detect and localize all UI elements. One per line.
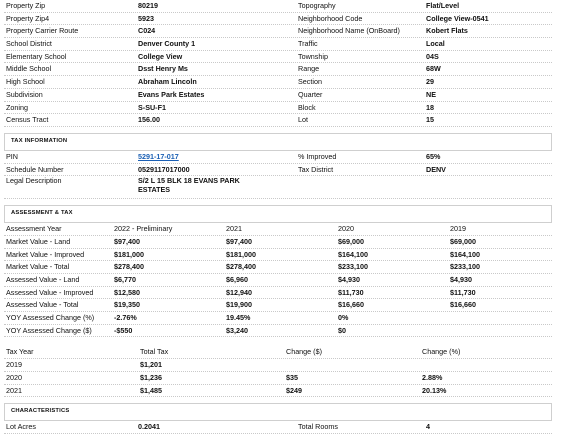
property-row <box>4 76 552 89</box>
tax-year-row-cell: $1,236 <box>140 372 162 382</box>
property-row <box>4 51 552 64</box>
property-label: Zoning <box>6 102 28 112</box>
property-value: 29 <box>426 77 434 87</box>
legal-value-line2: ESTATES <box>138 185 171 195</box>
assessment-row-cell: Market Value - Land <box>6 236 71 246</box>
property-row <box>4 38 552 51</box>
assessment-header <box>4 205 552 223</box>
property-label: Neighborhood Name (OnBoard) <box>298 26 400 36</box>
assessment-row-cell: $181,000 <box>226 249 256 259</box>
property-value: NE <box>426 89 436 99</box>
lot-acres-value: 0.2041 <box>138 422 160 432</box>
assessment-row-cell: $12,580 <box>114 287 140 297</box>
tax-year-row-cell: 20.13% <box>422 385 447 395</box>
district-value: DENV <box>426 164 446 174</box>
schedule-value: 0529117017000 <box>138 164 190 174</box>
assessment-header-row-cell: Assessment Year <box>6 224 62 234</box>
property-row <box>4 114 552 127</box>
tax-year-header-row-cell: Tax Year <box>6 347 34 357</box>
section-title: CHARACTERISTICS <box>11 408 70 415</box>
property-label: Traffic <box>298 39 318 49</box>
assessment-row-cell: $164,100 <box>338 249 368 259</box>
tax-year-table <box>4 346 552 397</box>
property-value: C024 <box>138 26 156 36</box>
assessment-row <box>4 249 552 262</box>
property-value: Flat/Level <box>426 1 460 10</box>
property-value: 04S <box>426 51 439 61</box>
assessment-row-cell: Assessed Value - Improved <box>6 287 94 297</box>
tax-row-pin <box>4 151 552 164</box>
property-row <box>4 89 552 102</box>
assessment-row-cell: $19,350 <box>114 300 140 310</box>
property-label: Subdivision <box>6 89 43 99</box>
assessment-row <box>4 236 552 249</box>
assessment-row-cell: $97,400 <box>114 236 140 246</box>
property-label: Middle School <box>6 64 52 74</box>
assessment-header-row-cell: 2019 <box>450 224 466 234</box>
assessment-row <box>4 287 552 300</box>
section-title: ASSESSMENT & TAX <box>11 210 73 217</box>
tax-year-row-cell: $249 <box>286 385 302 395</box>
tax-year-header-row <box>4 346 552 359</box>
assessment-row-cell: $278,400 <box>226 262 256 272</box>
assessment-row-cell: 19.45% <box>226 313 251 323</box>
property-value: College View-0541 <box>426 13 489 23</box>
assessment-header-row-cell: 2020 <box>338 224 354 234</box>
assessment-row-cell: YOY Assessed Change ($) <box>6 325 92 335</box>
property-value: S-SU-F1 <box>138 102 166 112</box>
characteristics-header <box>4 403 552 421</box>
assessment-header-row-cell: 2021 <box>226 224 242 234</box>
property-row <box>4 13 552 26</box>
property-report <box>4 0 552 434</box>
assessment-header-row <box>4 223 552 236</box>
assessment-row-cell: 0% <box>338 313 349 323</box>
tax-year-header-row-cell: Change ($) <box>286 347 322 357</box>
assessment-header-row-cell: 2022 - Preliminary <box>114 224 173 234</box>
tax-year-row-cell: 2019 <box>6 360 22 370</box>
property-label: Property Carrier Route <box>6 26 79 36</box>
property-value: Local <box>426 39 445 49</box>
property-row <box>4 0 552 13</box>
assessment-row-cell: $164,100 <box>450 249 480 259</box>
assessment-row-cell: $19,900 <box>226 300 252 310</box>
tax-year-row-cell: $1,201 <box>140 360 162 370</box>
property-label: Quarter <box>298 89 323 99</box>
property-label: High School <box>6 77 45 87</box>
assessment-row-cell: YOY Assessed Change (%) <box>6 313 95 323</box>
schedule-label: Schedule Number <box>6 164 64 174</box>
property-value: Dsst Henry Ms <box>138 64 188 74</box>
assessment-row-cell: $69,000 <box>450 236 476 246</box>
legal-value-line1: S/2 L 15 BLK 18 EVANS PARK <box>138 176 240 186</box>
tax-row-schedule <box>4 164 552 177</box>
assessment-row-cell: $3,240 <box>226 325 248 335</box>
assessment-row-cell: $233,100 <box>450 262 480 272</box>
assessment-row-cell: $16,660 <box>338 300 364 310</box>
tax-information-header <box>4 133 552 151</box>
total-rooms-label: Total Rooms <box>298 422 338 432</box>
property-label: Census Tract <box>6 115 49 125</box>
property-label: Range <box>298 64 320 74</box>
lot-acres-label: Lot Acres <box>6 422 36 432</box>
property-label: Elementary School <box>6 51 67 61</box>
tax-year-row <box>4 359 552 372</box>
tax-year-row <box>4 372 552 385</box>
assessment-row-cell: $278,400 <box>114 262 144 272</box>
assessment-row <box>4 299 552 312</box>
tax-year-row-cell: $1,485 <box>140 385 162 395</box>
tax-year-row-cell: 2021 <box>6 385 22 395</box>
property-details <box>4 0 552 127</box>
property-label: Block <box>298 102 316 112</box>
property-row <box>4 102 552 115</box>
property-value: 15 <box>426 115 434 125</box>
tax-year-row <box>4 385 552 398</box>
property-label: Topography <box>298 1 336 10</box>
assessment-row-cell: Market Value - Improved <box>6 249 85 259</box>
assessment-row <box>4 325 552 338</box>
property-label: Township <box>298 51 328 61</box>
assessment-row-cell: $69,000 <box>338 236 364 246</box>
pin-link[interactable]: 5291-17-017 <box>138 151 179 161</box>
tax-year-row-cell: 2.88% <box>422 372 443 382</box>
legal-label: Legal Description <box>6 176 62 186</box>
property-value: College View <box>138 51 183 61</box>
property-value: Evans Park Estates <box>138 89 205 99</box>
property-value: Kobert Flats <box>426 26 468 36</box>
property-row <box>4 25 552 38</box>
assessment-row-cell: $97,400 <box>226 236 252 246</box>
property-value: 80219 <box>138 1 158 10</box>
assessment-row-cell: $12,940 <box>226 287 252 297</box>
section-title: TAX INFORMATION <box>11 137 68 144</box>
assessment-row <box>4 274 552 287</box>
assessment-row-cell: $6,770 <box>114 275 136 284</box>
tax-row-legal <box>4 176 552 199</box>
pin-label: PIN <box>6 151 18 161</box>
assessment-row-cell: $0 <box>338 325 346 335</box>
tax-year-header-row-cell: Total Tax <box>140 347 169 357</box>
assessment-row-cell: Assessed Value - Total <box>6 300 79 310</box>
total-rooms-value: 4 <box>426 422 430 432</box>
assessment-row-cell: -2.76% <box>114 313 137 323</box>
tax-year-row-cell: 2020 <box>6 372 22 382</box>
improved-value: 65% <box>426 151 441 161</box>
tax-year-row-cell: $35 <box>286 372 298 382</box>
assessment-row-cell: $181,000 <box>114 249 144 259</box>
assessment-row-cell: $11,730 <box>450 287 476 297</box>
property-value: 5923 <box>138 13 154 23</box>
assessment-row-cell: Assessed Value - Land <box>6 275 80 284</box>
tax-year-header-row-cell: Change (%) <box>422 347 461 357</box>
assessment-row-cell: $4,930 <box>450 275 472 284</box>
district-label: Tax District <box>298 164 334 174</box>
assessment-row-cell: $11,730 <box>338 287 364 297</box>
assessment-row <box>4 261 552 274</box>
property-row <box>4 63 552 76</box>
assessment-row-cell: $16,660 <box>450 300 476 310</box>
property-value: 156.00 <box>138 115 160 125</box>
property-value: Denver County 1 <box>138 39 196 49</box>
property-label: Neighborhood Code <box>298 13 363 23</box>
assessment-row <box>4 312 552 325</box>
property-value: 18 <box>426 102 434 112</box>
assessment-row-cell: Market Value - Total <box>6 262 70 272</box>
assessment-row-cell: $233,100 <box>338 262 368 272</box>
property-label: Lot <box>298 115 308 125</box>
property-label: Property Zip4 <box>6 13 50 23</box>
property-value: Abraham Lincoln <box>138 77 197 87</box>
assessment-row-cell: $4,930 <box>338 275 360 284</box>
property-label: Property Zip <box>6 1 46 10</box>
property-label: Section <box>298 77 322 87</box>
assessment-row-cell: $6,960 <box>226 275 248 284</box>
property-label: School District <box>6 39 52 49</box>
assessment-row-cell: -$550 <box>114 325 133 335</box>
improved-label: % Improved <box>298 151 337 161</box>
property-value: 68W <box>426 64 441 74</box>
assessment-table <box>4 223 552 337</box>
